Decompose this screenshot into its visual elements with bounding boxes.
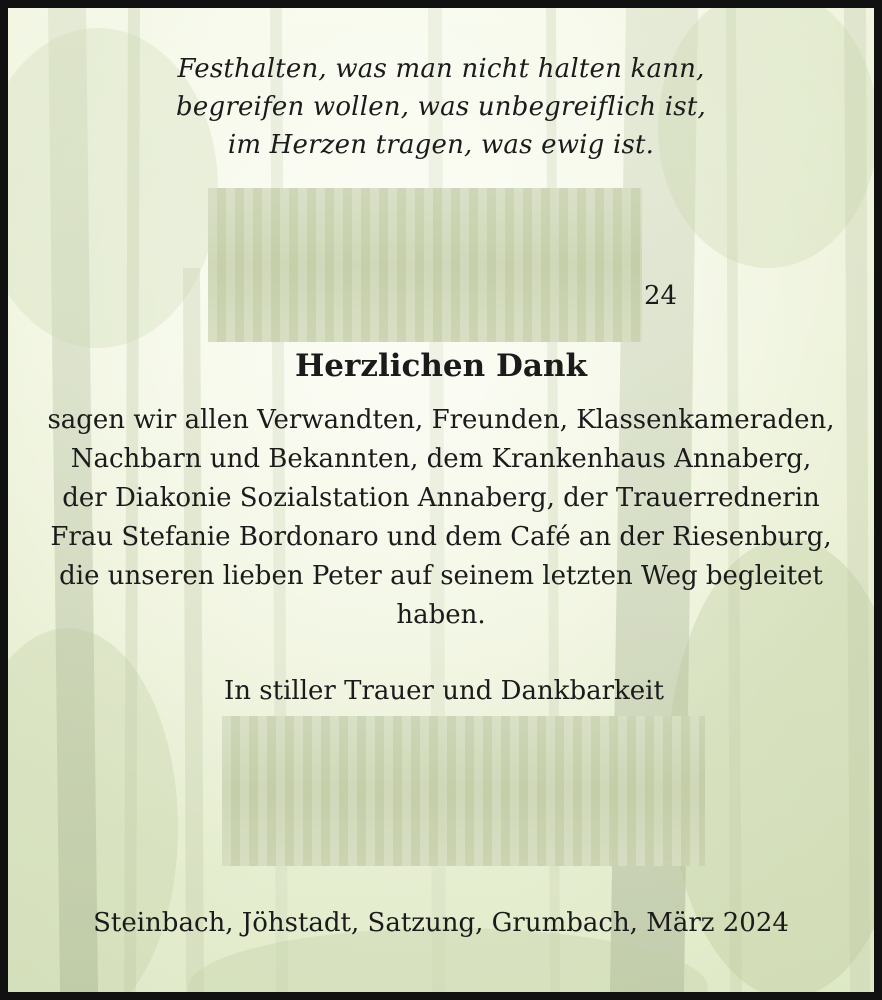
quote-line-3: im Herzen tragen, was ewig ist. [227,130,655,160]
quote-line-2: begreifen wollen, was unbegreiflich ist, [176,92,706,122]
places-and-date: Steinbach, Jöhstadt, Satzung, Grumbach, März 2024 [93,908,789,938]
closing-line: In stiller Trauer und Dankbarkeit [224,676,664,706]
thanks-paragraph [8,401,874,635]
thanks-line-6: haben. [396,600,486,630]
date-fragment: 24 [644,281,678,311]
thanks-line-4: Frau Stefanie Bordonaro und dem Café an der Riesenburg, [50,522,832,552]
memorial-quote [8,50,874,164]
redacted-signatures-block [222,716,705,866]
thanks-line-2: Nachbarn und Bekannten, dem Krankenhaus Annaberg, [70,444,812,474]
quote-line-1: Festhalten, was man nicht halten kann, [177,54,705,84]
thanks-line-5: die unseren lieben Peter auf seinem letzten Weg begleitet [59,561,823,591]
thanks-line-3: der Diakonie Sozialstation Annaberg, der Trauerrednerin [62,483,820,513]
redacted-name-photo-block [208,188,642,342]
page-title: Herzlichen Dank [295,348,587,384]
thanks-line-1: sagen wir allen Verwandten, Freunden, Klassenkameraden, [47,405,835,435]
